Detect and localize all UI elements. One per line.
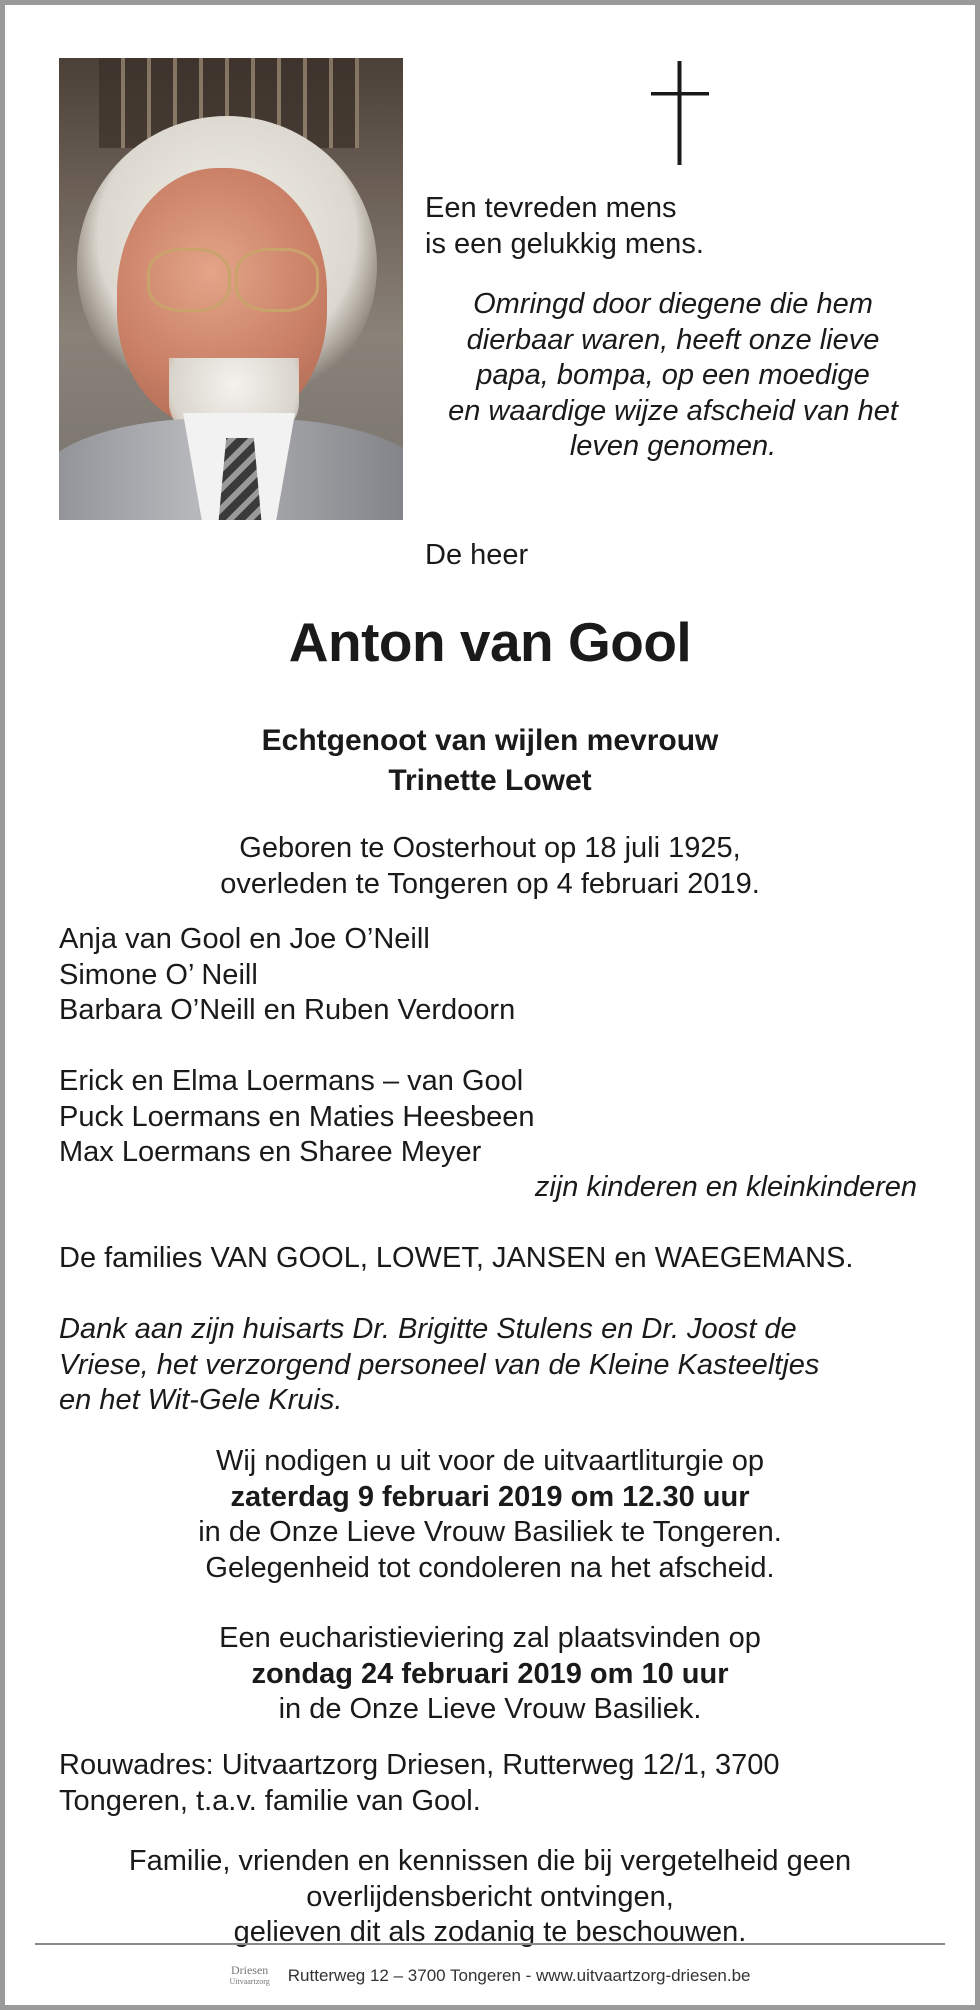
thanks-line: Dank aan zijn huisarts Dr. Brigitte Stulens en Dr. Joost de xyxy=(59,1313,797,1345)
intro-text xyxy=(425,287,921,465)
family-member: Puck Loermans en Maties Heesbeen xyxy=(59,1100,535,1133)
address-line: Tongeren, t.a.v. familie van Gool. xyxy=(59,1784,481,1817)
photo-glasses-left xyxy=(147,248,231,312)
intro-line: papa, bompa, op een moedige xyxy=(476,359,870,391)
spouse-line: Echtgenoot van wijlen mevrouw xyxy=(261,724,719,757)
funeral-intro: Wij nodigen u uit voor de uitvaartliturgie op xyxy=(215,1445,765,1477)
closing-text xyxy=(5,1844,975,1951)
obituary-card xyxy=(5,5,975,2005)
intro-line: dierbaar waren, heeft onze lieve xyxy=(466,323,880,356)
family-member: Anja van Gool en Joe O’Neill xyxy=(59,923,430,955)
spouse-line: Trinette Lowet xyxy=(388,764,592,797)
logo-subline: Uitvaartzorg xyxy=(229,1977,270,1986)
logo-line: Driesen xyxy=(230,1963,269,1977)
family-group-1 xyxy=(59,922,515,1029)
funeral-condolence: Gelegenheid tot condoleren na het afscheid. xyxy=(205,1551,775,1584)
footer-divider xyxy=(35,1943,945,1945)
funeral-location: in de Onze Lieve Vrouw Basiliek te Tongeren. xyxy=(198,1516,782,1548)
salutation: De heer xyxy=(425,539,529,571)
closing-line: overlijdensbericht ontvingen, xyxy=(306,1880,674,1913)
footer-contact: Rutterweg 12 – 3700 Tongeren - www.uitvaartzorg-driesen.be xyxy=(287,1966,751,1985)
deceased-name: Anton van Gool xyxy=(288,611,692,673)
family-group-2 xyxy=(59,1064,535,1171)
funeral-info xyxy=(5,1444,975,1586)
closing-line: Familie, vrienden en kennissen die bij vergetelheid geen xyxy=(128,1845,852,1877)
spouse-info xyxy=(5,721,975,801)
thanks-line: Vriese, het verzorgend personeel van de Kleine Kasteeltjes xyxy=(59,1348,820,1381)
mass-location: in de Onze Lieve Vrouw Basiliek. xyxy=(278,1693,702,1725)
address-line: Rouwadres: Uitvaartzorg Driesen, Rutterweg 12/1, 3700 xyxy=(59,1749,780,1781)
intro-line: leven genomen. xyxy=(569,430,777,462)
children-label: zijn kinderen en kleinkinderen xyxy=(534,1171,917,1203)
death-line: overleden te Tongeren op 4 februari 2019. xyxy=(220,867,760,900)
motto-line: Een tevreden mens xyxy=(425,192,677,224)
intro-line: Omringd door diegene die hem xyxy=(473,288,873,320)
photo-glasses-right xyxy=(235,248,319,312)
portrait-photo xyxy=(59,58,403,520)
thanks-line: en het Wit-Gele Kruis. xyxy=(59,1384,343,1416)
mourning-address xyxy=(59,1748,780,1819)
mass-intro: Een eucharistieviering zal plaatsvinden op xyxy=(219,1622,761,1654)
intro-line: en waardige wijze afscheid van het xyxy=(448,394,898,427)
birth-line: Geboren te Oosterhout op 18 juli 1925, xyxy=(239,832,741,864)
closing-line: gelieven dit als zodanig te beschouwen. xyxy=(233,1916,747,1948)
motto-line: is een gelukkig mens. xyxy=(425,227,704,260)
family-member: Erick en Elma Loermans – van Gool xyxy=(59,1065,524,1097)
family-member: Simone O’ Neill xyxy=(59,958,258,991)
motto xyxy=(425,191,704,262)
thanks-text xyxy=(59,1312,819,1419)
life-dates xyxy=(5,831,975,902)
latin-cross-icon xyxy=(645,61,715,165)
mass-info xyxy=(5,1621,975,1728)
funeral-date: zaterdag 9 februari 2019 om 12.30 uur xyxy=(230,1480,750,1513)
family-member: Barbara O’Neill en Ruben Verdoorn xyxy=(59,994,516,1026)
mass-date: zondag 24 februari 2019 om 10 uur xyxy=(251,1657,729,1690)
families-line: De families VAN GOOL, LOWET, JANSEN en WAEGEMANS. xyxy=(59,1242,854,1274)
family-member: Max Loermans en Sharee Meyer xyxy=(59,1136,482,1168)
footer xyxy=(5,1961,975,1991)
funeral-home-logo xyxy=(229,1964,269,1988)
